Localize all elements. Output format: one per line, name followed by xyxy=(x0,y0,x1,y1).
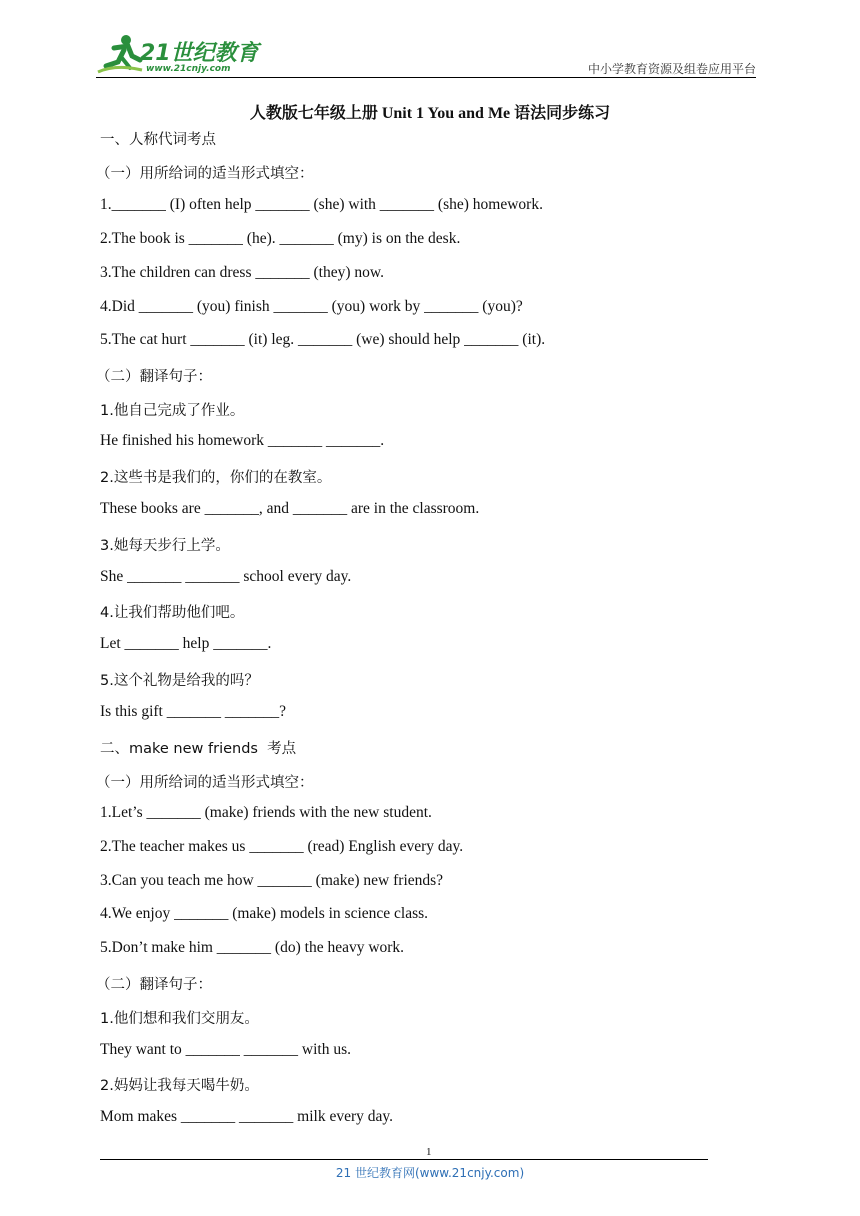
exercise-line: 3.她每天步行上学。 xyxy=(100,538,230,554)
exercise-line: Is this gift _______ _______? xyxy=(100,703,286,720)
exercise-line: They want to _______ _______ with us. xyxy=(100,1041,351,1058)
subsection-heading: （二）翻译句子： xyxy=(96,977,212,993)
exercise-line: 5.The cat hurt _______ (it) leg. _______ (we) should help _______ (it). xyxy=(100,331,546,348)
exercise-line: Let _______ help _______. xyxy=(100,635,272,652)
exercise-line: 5.Don’t make him _______ (do) the heavy work. xyxy=(100,939,405,956)
exercise-line: 2.The teacher makes us _______ (read) English every day. xyxy=(100,838,464,855)
exercise-line: 1.他们想和我们交朋友。 xyxy=(100,1011,259,1027)
document-title: 人教版七年级上册 Unit 1 You and Me 语法同步练习 xyxy=(249,105,611,122)
page-header xyxy=(96,30,756,78)
exercise-line: 1.他自己完成了作业。 xyxy=(100,403,245,419)
exercise-line: 3.Can you teach me how _______ (make) new friends? xyxy=(100,872,444,889)
exercise-line: She _______ _______ school every day. xyxy=(100,568,352,585)
footer-divider xyxy=(100,1159,708,1160)
header-divider xyxy=(96,77,756,78)
exercise-line: 4.We enjoy _______ (make) models in science class. xyxy=(100,905,429,922)
section-heading: 二、make new friends 考点 xyxy=(100,741,297,757)
subsection-heading: （一）用所给词的适当形式填空： xyxy=(96,775,314,791)
runner-logo-icon xyxy=(96,32,146,76)
exercise-line: 2.这些书是我们的，你们的在教室。 xyxy=(100,470,332,486)
exercise-line: 5.这个礼物是给我的吗？ xyxy=(100,673,259,689)
subsection-heading: （一）用所给词的适当形式填空： xyxy=(96,166,314,182)
exercise-line: 2.妈妈让我每天喝牛奶。 xyxy=(100,1078,259,1094)
logo-url: www.21cnjy.com xyxy=(146,64,231,74)
logo-text: 21世纪教育 xyxy=(140,41,259,66)
site-logo xyxy=(96,30,266,76)
exercise-line: He finished his homework _______ _______. xyxy=(100,432,385,449)
page-number: 1 xyxy=(426,1146,432,1158)
platform-name: 中小学教育资源及组卷应用平台 xyxy=(587,62,756,76)
exercise-line: 2.The book is _______ (he). _______ (my) is on the desk. xyxy=(100,230,461,247)
exercise-line: 3.The children can dress _______ (they) now. xyxy=(100,264,384,281)
exercise-line: Mom makes _______ _______ milk every day. xyxy=(100,1108,394,1125)
footer-site-link[interactable]: 21 世纪教育网(www.21cnjy.com) xyxy=(335,1166,525,1180)
exercise-line: 1._______ (I) often help _______ (she) with _______ (she) homework. xyxy=(100,196,543,213)
subsection-heading: （二）翻译句子： xyxy=(96,369,212,385)
exercise-line: 1.Let’s _______ (make) friends with the new student. xyxy=(100,804,432,821)
exercise-line: 4.Did _______ (you) finish _______ (you) work by _______ (you)? xyxy=(100,298,523,315)
exercise-line: These books are _______, and _______ are in the classroom. xyxy=(100,500,480,517)
exercise-line: 4.让我们帮助他们吧。 xyxy=(100,605,245,621)
section-heading: 一、人称代词考点 xyxy=(100,132,216,148)
